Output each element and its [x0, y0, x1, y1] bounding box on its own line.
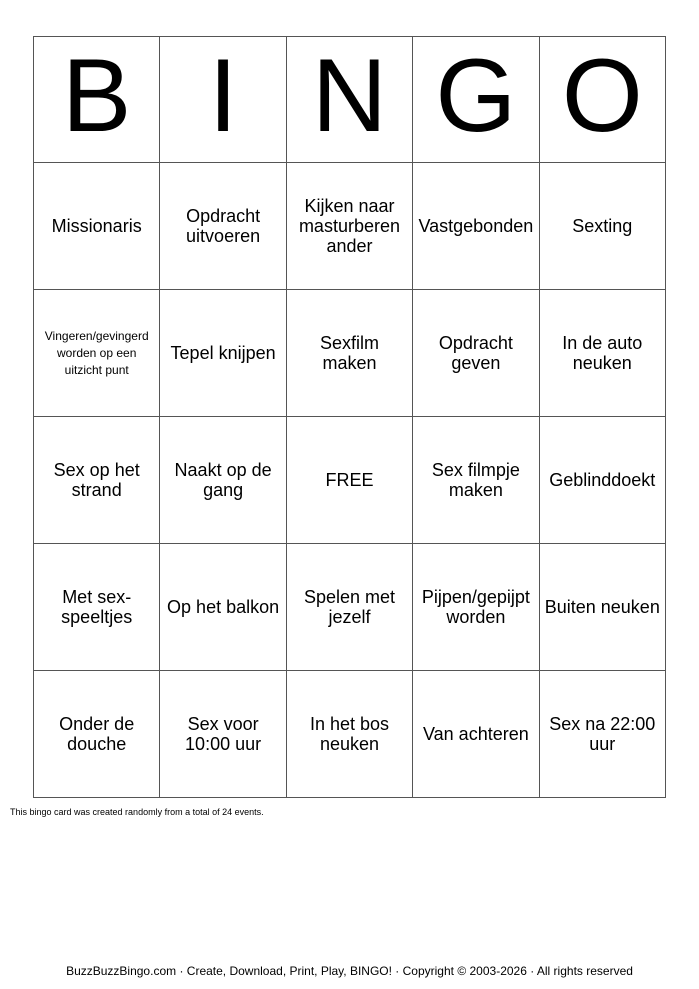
bingo-cell: In het bos neuken: [286, 671, 412, 798]
bingo-cell: In de auto neuken: [539, 290, 665, 417]
bingo-cell: Opdracht geven: [413, 290, 539, 417]
header-letter-text: I: [208, 37, 238, 154]
header-letter-o: [539, 37, 665, 163]
bingo-cell: Sex filmpje maken: [413, 417, 539, 544]
bingo-cell: Pijpen/gepijpt worden: [413, 544, 539, 671]
header-letter-i: [160, 37, 286, 163]
header-letter-text: G: [435, 37, 517, 154]
bingo-cell: Met sex-speeltjes: [34, 544, 160, 671]
bingo-cell: Sex op het strand: [34, 417, 160, 544]
bingo-cell: Van achteren: [413, 671, 539, 798]
header-letter-text: N: [311, 37, 388, 154]
bingo-cell: Opdracht uitvoeren: [160, 163, 286, 290]
bingo-cell: Tepel knijpen: [160, 290, 286, 417]
bingo-card: [33, 36, 666, 798]
bingo-row: [34, 671, 666, 798]
bingo-cell: Geblinddoekt: [539, 417, 665, 544]
bingo-cell: Sex na 22:00 uur: [539, 671, 665, 798]
bingo-cell: Buiten neuken: [539, 544, 665, 671]
header-letter-g: [413, 37, 539, 163]
bingo-cell: Onder de douche: [34, 671, 160, 798]
bingo-row: [34, 417, 666, 544]
bingo-cell: Sexfilm maken: [286, 290, 412, 417]
header-letter-b: [34, 37, 160, 163]
bingo-cell: Spelen met jezelf: [286, 544, 412, 671]
header-letter-n: [286, 37, 412, 163]
bingo-cell: Sexting: [539, 163, 665, 290]
bingo-cell: Kijken naar masturberen ander: [286, 163, 412, 290]
bingo-cell: Naakt op de gang: [160, 417, 286, 544]
bingo-row: [34, 163, 666, 290]
bingo-row: [34, 544, 666, 671]
bingo-cell: Missionaris: [34, 163, 160, 290]
free-space-cell: FREE: [286, 417, 412, 544]
header-letter-text: B: [62, 37, 132, 154]
generation-note: This bingo card was created randomly from a total of 24 events.: [10, 807, 264, 817]
site-footer: BuzzBuzzBingo.com · Create, Download, Print, Play, BINGO! · Copyright © 2003-2026 · All rights reserved: [66, 964, 633, 978]
header-row: [34, 37, 666, 163]
bingo-cell: Op het balkon: [160, 544, 286, 671]
bingo-row: [34, 290, 666, 417]
header-letter-text: O: [561, 37, 643, 154]
bingo-cell: Vastgebonden: [413, 163, 539, 290]
bingo-cell: Vingeren/gevingerd worden op een uitzicht punt: [34, 290, 160, 417]
bingo-cell: Sex voor 10:00 uur: [160, 671, 286, 798]
